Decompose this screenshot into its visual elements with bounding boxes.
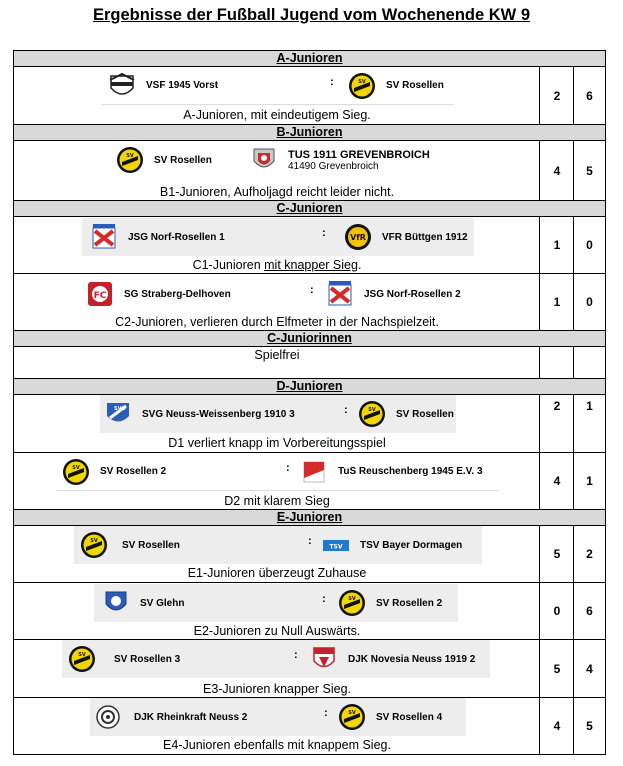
- match-box: [62, 640, 490, 678]
- away-score: 2: [586, 547, 593, 561]
- match-row-a1: [13, 66, 606, 124]
- match-description: E4-Junioren ebenfalls mit knappem Sieg.: [163, 738, 391, 752]
- away-score: 6: [586, 88, 593, 103]
- vorst-crest-icon: [108, 72, 136, 100]
- away-score: 1: [586, 399, 593, 413]
- table-bottom-border: [13, 754, 606, 755]
- away-score: 5: [586, 163, 593, 178]
- home-score: 4: [541, 698, 574, 754]
- novesia-crest-icon: [310, 645, 338, 673]
- page-title: Ergebnisse der Fußball Jugend vom Wochenende KW 9: [92, 6, 531, 24]
- match-description: E3-Junioren knapper Sieg.: [202, 682, 351, 696]
- separator: :: [310, 284, 314, 296]
- home-score: 4: [541, 141, 574, 200]
- away-team: SV Rosellen: [386, 80, 444, 91]
- section-header-a: A-Junioren: [13, 50, 606, 66]
- reuschenberg-crest-icon: [300, 458, 328, 486]
- home-score: 2: [541, 67, 574, 124]
- weissenberg-crest-icon: [104, 400, 132, 428]
- separator: :: [344, 404, 348, 416]
- match-row-b1: [13, 140, 606, 200]
- match-box: [102, 67, 454, 105]
- rosellen-crest-icon: [348, 72, 376, 100]
- straberg-crest-icon: [86, 280, 114, 308]
- match-description: C1-Junioren mit knapper Sieg.: [192, 258, 362, 272]
- jsg-norf-crest-icon: [326, 280, 354, 308]
- away-score: 6: [586, 604, 593, 618]
- away-score: 5: [586, 719, 593, 733]
- away-team: TSV Bayer Dormagen: [360, 539, 463, 551]
- match-description: Spielfrei: [254, 348, 300, 362]
- rosellen-crest-icon: [62, 458, 90, 486]
- rosellen-crest-icon: [68, 645, 96, 673]
- match-row-e4: [13, 697, 606, 754]
- match-row-c1: [13, 216, 606, 273]
- home-score: 2: [541, 395, 574, 452]
- match-row-e2: [13, 582, 606, 639]
- away-team: TUS 1911 GREVENBROICH: [288, 148, 430, 161]
- svg-text:TSV: TSV: [329, 543, 343, 551]
- jsg-norf-crest-icon: [90, 223, 118, 251]
- home-score: 1: [541, 274, 574, 330]
- rheinkraft-crest-icon: [94, 703, 122, 731]
- match-description: E2-Junioren zu Null Auswärts.: [193, 624, 361, 638]
- match-row-e1: [13, 525, 606, 582]
- match-box: [94, 584, 458, 622]
- home-team: SV Rosellen: [154, 154, 212, 166]
- away-team: DJK Novesia Neuss 1919 2: [348, 653, 476, 665]
- away-team: JSG Norf-Rosellen 2: [364, 288, 461, 300]
- separator: :: [322, 593, 326, 605]
- separator: :: [286, 462, 290, 474]
- home-score: 4: [541, 453, 574, 509]
- match-row-e3: [13, 639, 606, 697]
- separator: :: [308, 535, 312, 547]
- home-team: SG Straberg-Delhoven: [124, 288, 231, 300]
- home-team: SV Glehn: [140, 597, 185, 609]
- match-row-c2: [13, 273, 606, 330]
- dormagen-crest-icon: [322, 531, 350, 559]
- match-row-cw: [13, 346, 606, 378]
- away-team: VFR Büttgen 1912: [382, 231, 468, 243]
- away-team: SV Rosellen 2: [376, 597, 443, 609]
- match-box: [90, 698, 466, 736]
- section-header-b: B-Junioren: [13, 124, 606, 140]
- match-description: D1 verliert knapp im Vorbereitungsspiel: [168, 436, 386, 450]
- section-header-cw: C-Juniorinnen: [13, 330, 606, 346]
- match-description: E1-Junioren überzeugt Zuhause: [187, 566, 367, 580]
- separator: :: [294, 649, 298, 661]
- home-score: 0: [541, 583, 574, 639]
- glehn-crest-icon: [102, 589, 130, 617]
- rosellen-crest-icon: [338, 703, 366, 731]
- home-team: SV Rosellen 2: [100, 466, 167, 477]
- section-header-c: C-Junioren: [13, 200, 606, 216]
- match-row-d2: [13, 452, 606, 509]
- home-score: 1: [541, 217, 574, 273]
- home-team: SVG Neuss-Weissenberg 1910 3: [142, 408, 295, 420]
- section-header-e: E-Junioren: [13, 509, 606, 525]
- away-team-location: 41490 Grevenbroich: [288, 160, 379, 172]
- results-table: [13, 50, 606, 755]
- rosellen-crest-icon: [338, 589, 366, 617]
- away-team: SV Rosellen 4: [376, 711, 443, 723]
- match-box: [82, 275, 482, 313]
- home-team: JSG Norf-Rosellen 1: [128, 231, 225, 243]
- match-box: [82, 218, 474, 256]
- match-row-d1: [13, 394, 606, 452]
- svg-text:VfR: VfR: [350, 233, 366, 242]
- home-team: VSF 1945 Vorst: [146, 80, 219, 91]
- match-description: D2 mit klarem Sieg: [224, 494, 330, 508]
- away-team: SV Rosellen: [396, 408, 454, 420]
- match-box: [74, 526, 482, 564]
- separator: :: [322, 227, 326, 239]
- grevenbroich-crest-icon: [250, 146, 278, 174]
- match-box: [100, 395, 456, 433]
- match-box: [56, 453, 500, 491]
- separator: :: [324, 707, 328, 719]
- away-score: 4: [586, 661, 593, 676]
- away-score: 0: [586, 238, 593, 252]
- away-score: 1: [586, 474, 593, 488]
- home-score: 5: [541, 526, 574, 582]
- rosellen-crest-icon: [116, 146, 144, 174]
- separator: :: [330, 76, 334, 88]
- rosellen-crest-icon: [80, 531, 108, 559]
- match-description: C2-Junioren, verlieren durch Elfmeter in der Nachspielzeit.: [115, 315, 439, 329]
- buettgen-crest-icon: [344, 223, 372, 251]
- home-score: 5: [541, 640, 574, 697]
- rosellen-crest-icon: [358, 400, 386, 428]
- home-team: SV Rosellen: [122, 539, 180, 551]
- match-description: A-Junioren, mit eindeutigem Sieg.: [183, 108, 371, 122]
- home-team: SV Rosellen 3: [114, 653, 181, 665]
- match-description: B1-Junioren, Aufholjagd reicht leider nicht.: [159, 185, 395, 199]
- match-box: [112, 141, 468, 179]
- svg-text:SVG: SVG: [114, 406, 126, 412]
- away-team: TuS Reuschenberg 1945 E.V. 3: [338, 466, 483, 477]
- section-header-d: D-Junioren: [13, 378, 606, 394]
- away-score: 0: [586, 295, 593, 309]
- home-team: DJK Rheinkraft Neuss 2: [134, 711, 248, 723]
- svg-text:FC: FC: [93, 291, 107, 301]
